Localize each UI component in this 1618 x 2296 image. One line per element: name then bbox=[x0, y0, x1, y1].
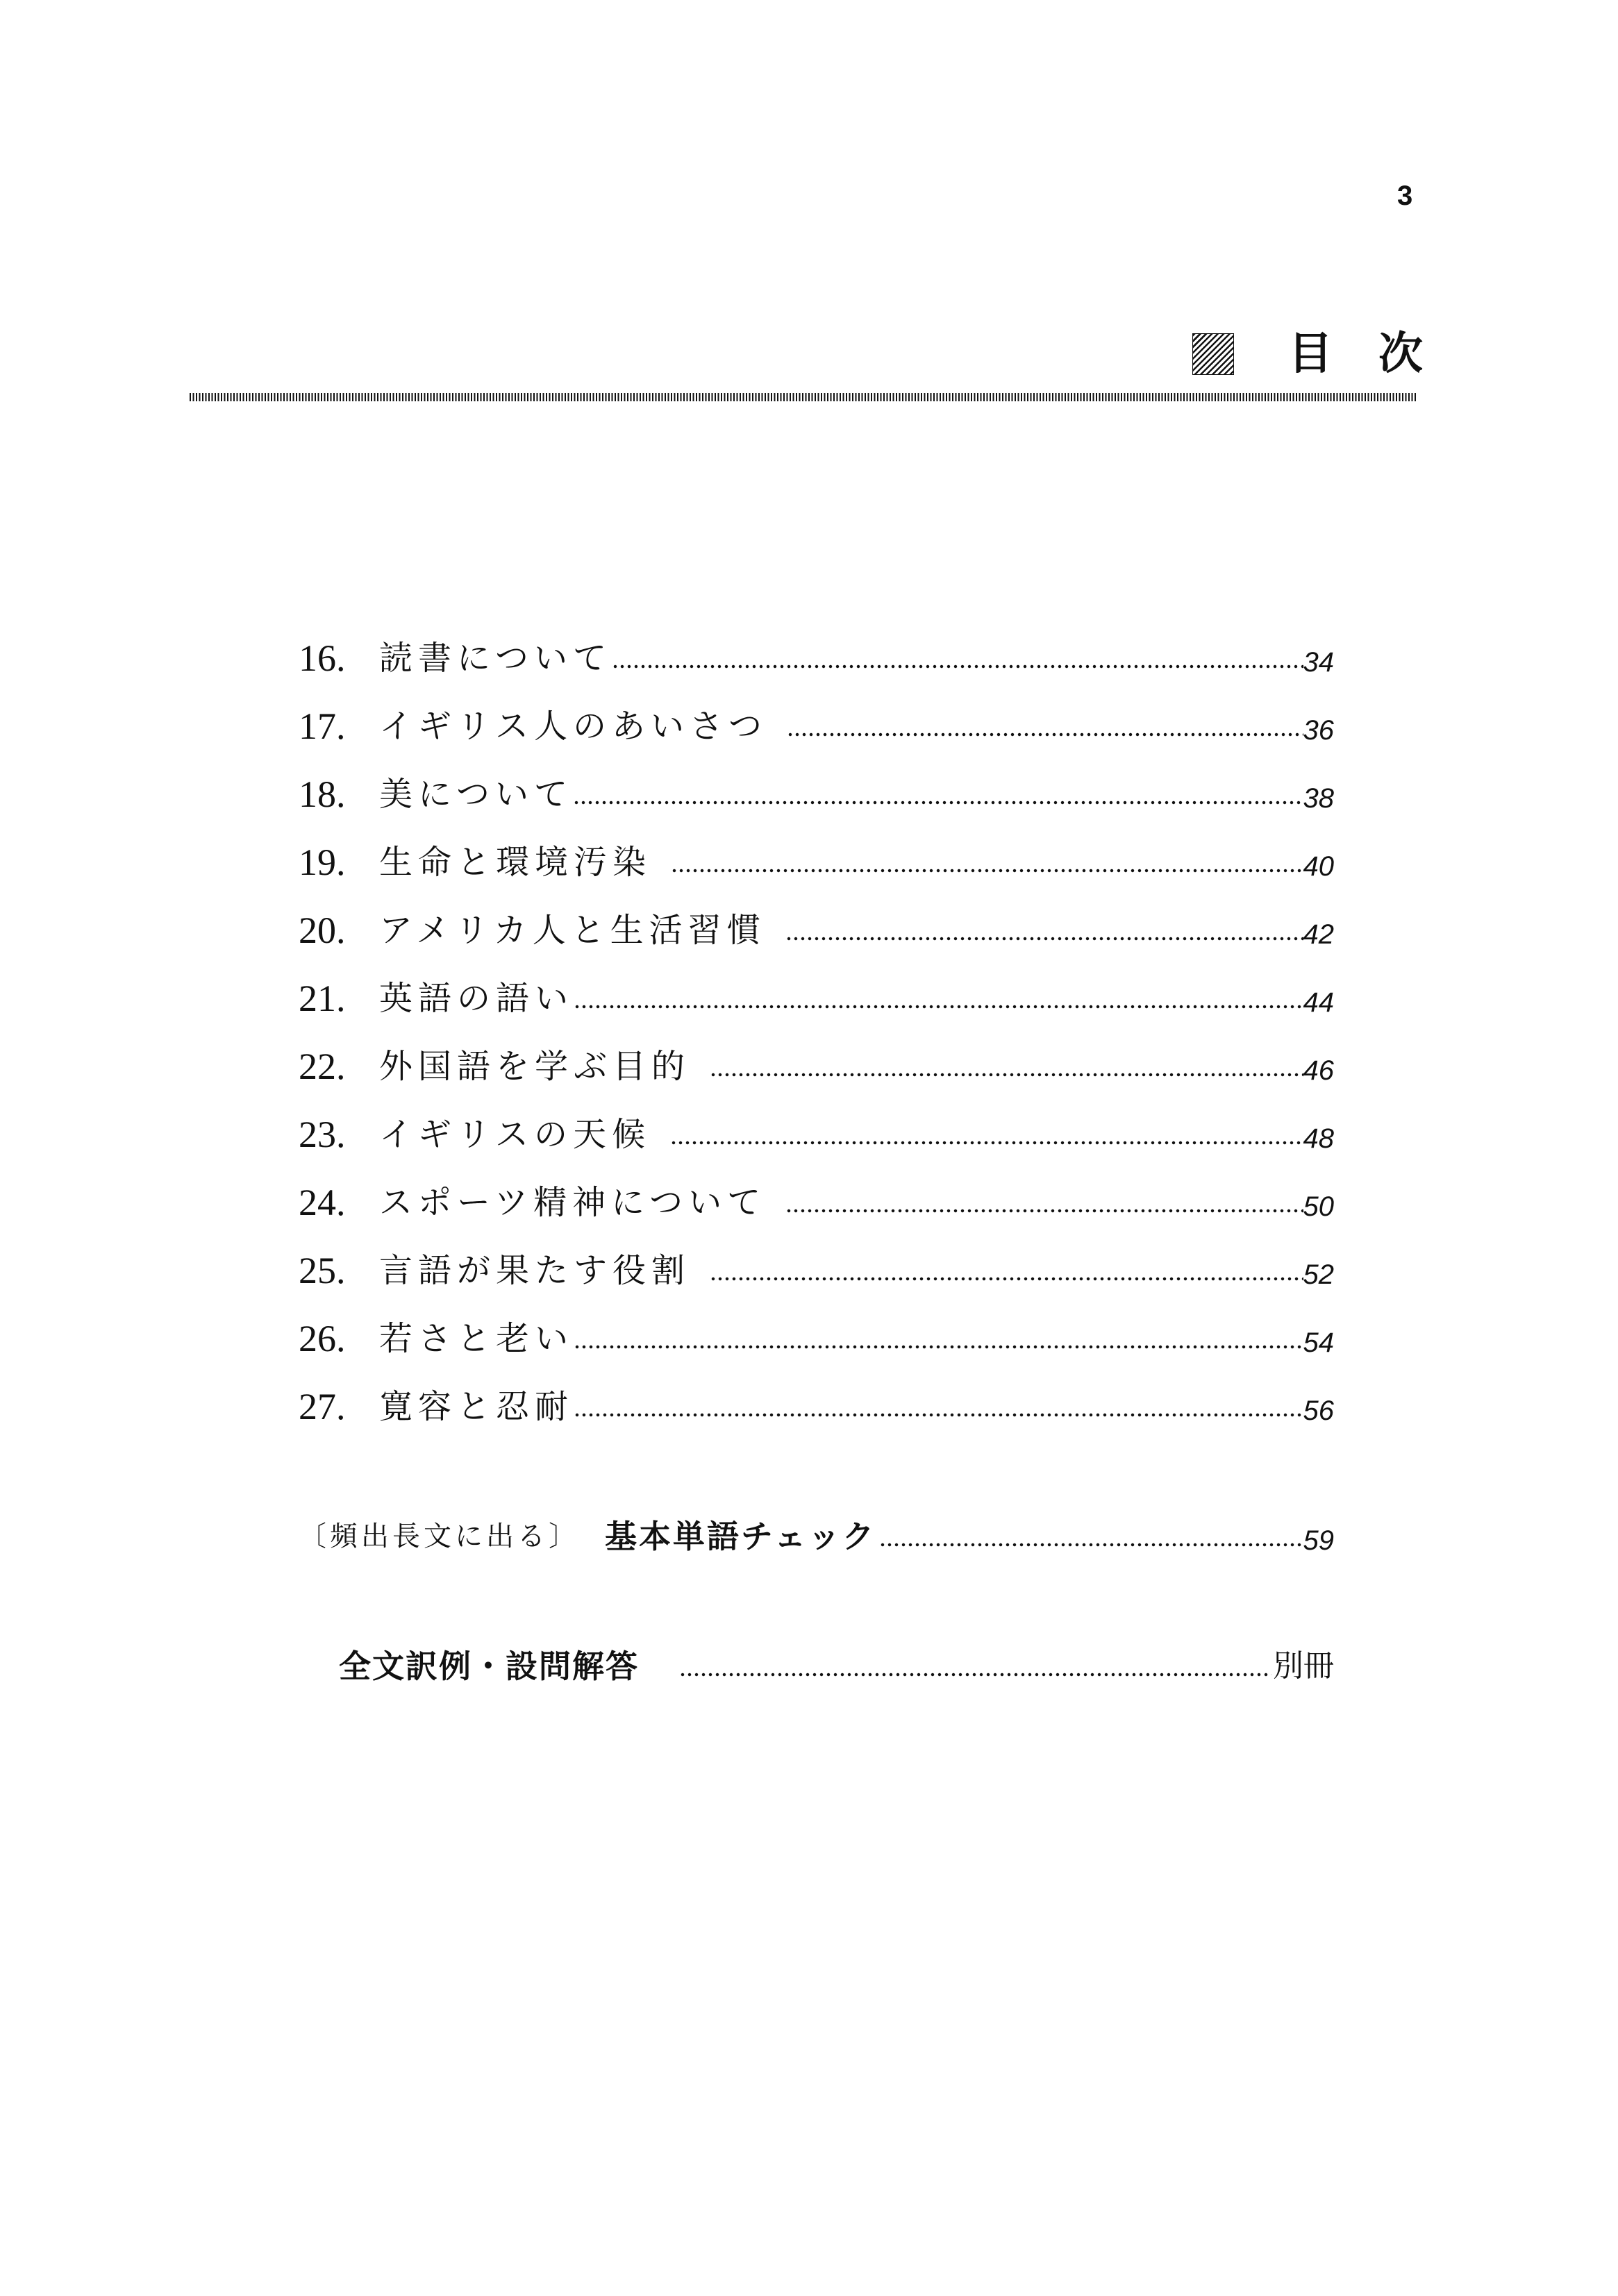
toc-entry-number: 19. bbox=[299, 841, 346, 883]
toc-entry-title: 美について bbox=[379, 775, 574, 814]
dot-leader bbox=[710, 1276, 1303, 1282]
toc-entry-number: 20. bbox=[299, 910, 346, 951]
toc-entry bbox=[299, 692, 1334, 760]
toc-entry-title: 若さと老い bbox=[379, 1319, 574, 1358]
toc-entry-number: 16. bbox=[299, 637, 346, 679]
toc-entry-number: 23. bbox=[299, 1114, 346, 1155]
toc-entry bbox=[299, 1237, 1334, 1305]
toc-entry-number: 17. bbox=[299, 705, 346, 747]
toc-entry bbox=[299, 760, 1334, 828]
toc-entry-number: 18. bbox=[299, 773, 346, 815]
toc-entry-title: 言語が果たす役割 bbox=[379, 1251, 691, 1290]
toc-entry-title: 読書について bbox=[379, 639, 612, 678]
toc-entry bbox=[299, 896, 1334, 964]
toc-answers-entry bbox=[339, 1634, 1334, 1699]
toc-entry-page: 48 bbox=[1303, 1123, 1334, 1154]
toc-entry-page: 36 bbox=[1303, 715, 1334, 746]
dot-leader bbox=[710, 1072, 1303, 1078]
dot-leader bbox=[879, 1542, 1303, 1548]
answers-page: 別冊 bbox=[1273, 1648, 1334, 1684]
dot-leader bbox=[787, 732, 1303, 737]
toc-entry-title: 寛容と忍耐 bbox=[379, 1387, 574, 1426]
toc-entry-title: アメリカ人と生活習慣 bbox=[379, 911, 766, 950]
toc-entry bbox=[299, 1168, 1334, 1237]
extra-bold-title: 基本単語チェック bbox=[605, 1518, 876, 1555]
toc-list bbox=[299, 624, 1334, 1441]
dot-leader bbox=[574, 1412, 1303, 1418]
toc-entry-page: 54 bbox=[1303, 1327, 1334, 1358]
toc-entry-title: スポーツ精神について bbox=[379, 1183, 767, 1222]
toc-entry-page: 50 bbox=[1303, 1191, 1334, 1222]
toc-entry-number: 26. bbox=[299, 1318, 346, 1359]
toc-entry-title: 英語の語い bbox=[379, 979, 574, 1018]
toc-entry bbox=[299, 1373, 1334, 1441]
dot-leader bbox=[785, 936, 1303, 941]
toc-entry-number: 27. bbox=[299, 1386, 346, 1427]
dot-leader bbox=[670, 1140, 1303, 1146]
dot-leader bbox=[671, 868, 1303, 873]
toc-heading bbox=[1192, 326, 1469, 382]
toc-entry bbox=[299, 1100, 1334, 1168]
toc-entry-number: 22. bbox=[299, 1046, 346, 1087]
toc-entry-title: 生命と環境汚染 bbox=[379, 843, 652, 882]
dot-leader bbox=[679, 1672, 1271, 1677]
dot-leader bbox=[573, 800, 1303, 805]
hatched-square-icon bbox=[1192, 333, 1234, 375]
answers-title: 全文訳例・設問解答 bbox=[339, 1648, 639, 1685]
dot-leader bbox=[574, 1004, 1303, 1009]
toc-entry-page: 38 bbox=[1303, 783, 1334, 814]
toc-entry-page: 52 bbox=[1303, 1259, 1334, 1290]
toc-entry-page: 44 bbox=[1303, 987, 1334, 1018]
dot-leader bbox=[785, 1208, 1303, 1214]
toc-entry bbox=[299, 964, 1334, 1032]
dot-leader bbox=[612, 664, 1303, 669]
toc-entry bbox=[299, 1032, 1334, 1100]
toc-entry-page: 46 bbox=[1303, 1055, 1334, 1086]
toc-entry-number: 21. bbox=[299, 978, 346, 1019]
toc-entry-title: イギリス人のあいさつ bbox=[379, 707, 768, 746]
page-number: 3 bbox=[1397, 181, 1413, 211]
dot-leader bbox=[574, 1344, 1303, 1350]
toc-entry-page: 34 bbox=[1303, 647, 1334, 678]
extra-page-number: 59 bbox=[1303, 1525, 1334, 1556]
toc-extra-entry bbox=[299, 1504, 1334, 1569]
toc-entry-page: 56 bbox=[1303, 1396, 1334, 1426]
toc-entry-title: 外国語を学ぶ目的 bbox=[379, 1047, 691, 1086]
extra-bracket-text: 〔頻出長文に出る〕 bbox=[299, 1520, 580, 1552]
toc-entry bbox=[299, 828, 1334, 896]
toc-entry bbox=[299, 1305, 1334, 1373]
heading-title: 目次 bbox=[1288, 328, 1469, 380]
toc-entry-page: 42 bbox=[1303, 919, 1334, 950]
toc-entry-page: 40 bbox=[1303, 851, 1334, 882]
heading-rule bbox=[190, 393, 1417, 401]
toc-entry-number: 25. bbox=[299, 1250, 346, 1291]
toc-entry-title: イギリスの天候 bbox=[379, 1115, 651, 1154]
toc-entry bbox=[299, 624, 1334, 692]
toc-entry-number: 24. bbox=[299, 1182, 346, 1223]
